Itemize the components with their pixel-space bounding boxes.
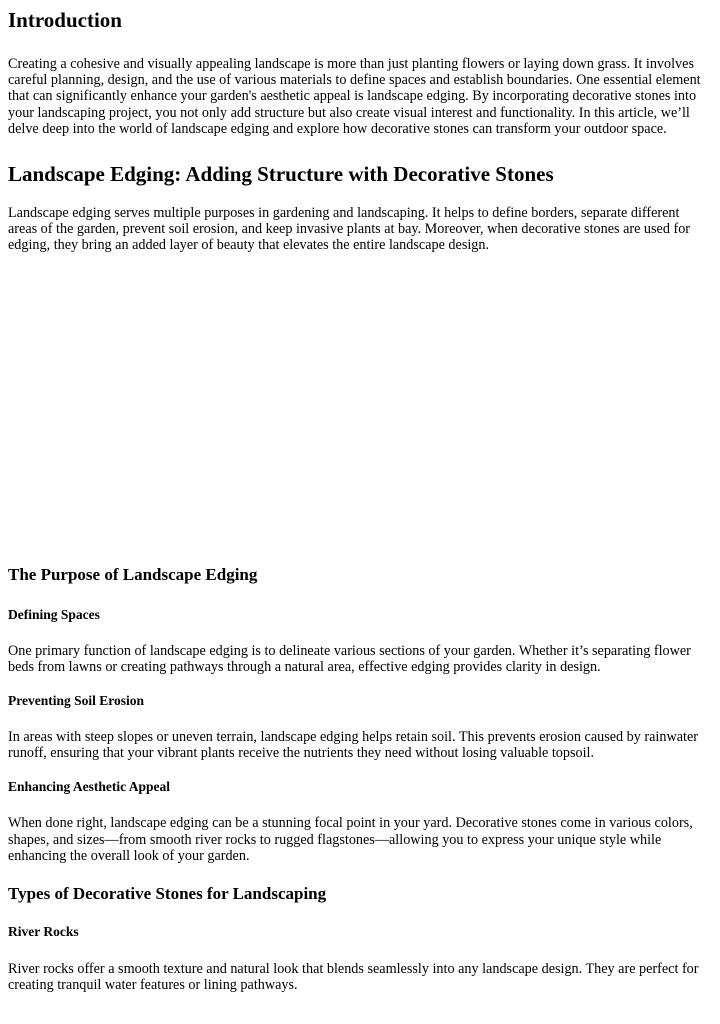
- defining-spaces-paragraph: One primary function of landscape edging is to delineate various sections of your garden. Whether it’s separating flower beds from lawns or creating pathways through a natural area, effective edging provides clarity in design.: [8, 642, 691, 675]
- soil-erosion-paragraph: In areas with steep slopes or uneven terrain, landscape edging helps retain soil. This prevents erosion caused by rainwater runoff, ensuring that your vibrant plants receive the nutrients they need without losing valuable topsoil.: [8, 729, 698, 762]
- stone-types-heading: Types of Decorative Stones for Landscaping: [8, 884, 327, 904]
- edging-paragraph: Landscape edging serves multiple purposes in gardening and landscaping. It helps to define borders, separate different areas of the garden, prevent soil erosion, and keep invasive plants at bay. Moreover, when decorative stones are used for edging, they bring an added layer of beauty that elevates the entire landscape design.: [8, 205, 691, 254]
- aesthetic-appeal-heading: Enhancing Aesthetic Appeal: [8, 779, 171, 795]
- intro-heading: Introduction: [8, 8, 122, 32]
- river-rocks-heading: River Rocks: [8, 924, 79, 940]
- soil-erosion-heading: Preventing Soil Erosion: [8, 693, 145, 709]
- edging-heading: Landscape Edging: Adding Structure with Decorative Stones: [8, 162, 554, 187]
- defining-spaces-heading: Defining Spaces: [8, 606, 100, 622]
- intro-paragraph: Creating a cohesive and visually appealing landscape is more than just planting flowers or laying down grass. It involves careful planning, design, and the use of various materials to define spaces and establish boundaries. One essential element that can significantly enhance your garden's aesthetic appeal is landscape edging. By incorporating decorative stones into your landscaping project, you not only add structure but also create visual interest and functionality. In this article, we’ll delve deep into the world of landscape edging and explore how decorative stones can transform your outdoor space.: [8, 56, 701, 137]
- blank-media-area: [8, 254, 712, 564]
- article: [0, 7, 720, 993]
- river-rocks-paragraph: River rocks offer a smooth texture and natural look that blends seamlessly into any landscape design. They are perfect for creating tranquil water features or lining pathways.: [8, 961, 699, 994]
- aesthetic-appeal-paragraph: When done right, landscape edging can be a stunning focal point in your yard. Decorative stones come in various colors, shapes, and sizes—from smooth river rocks to rugged flagstones—allowing you to express your unique style while enhancing the overall look of your garden.: [8, 815, 693, 864]
- purpose-heading: The Purpose of Landscape Edging: [8, 564, 258, 584]
